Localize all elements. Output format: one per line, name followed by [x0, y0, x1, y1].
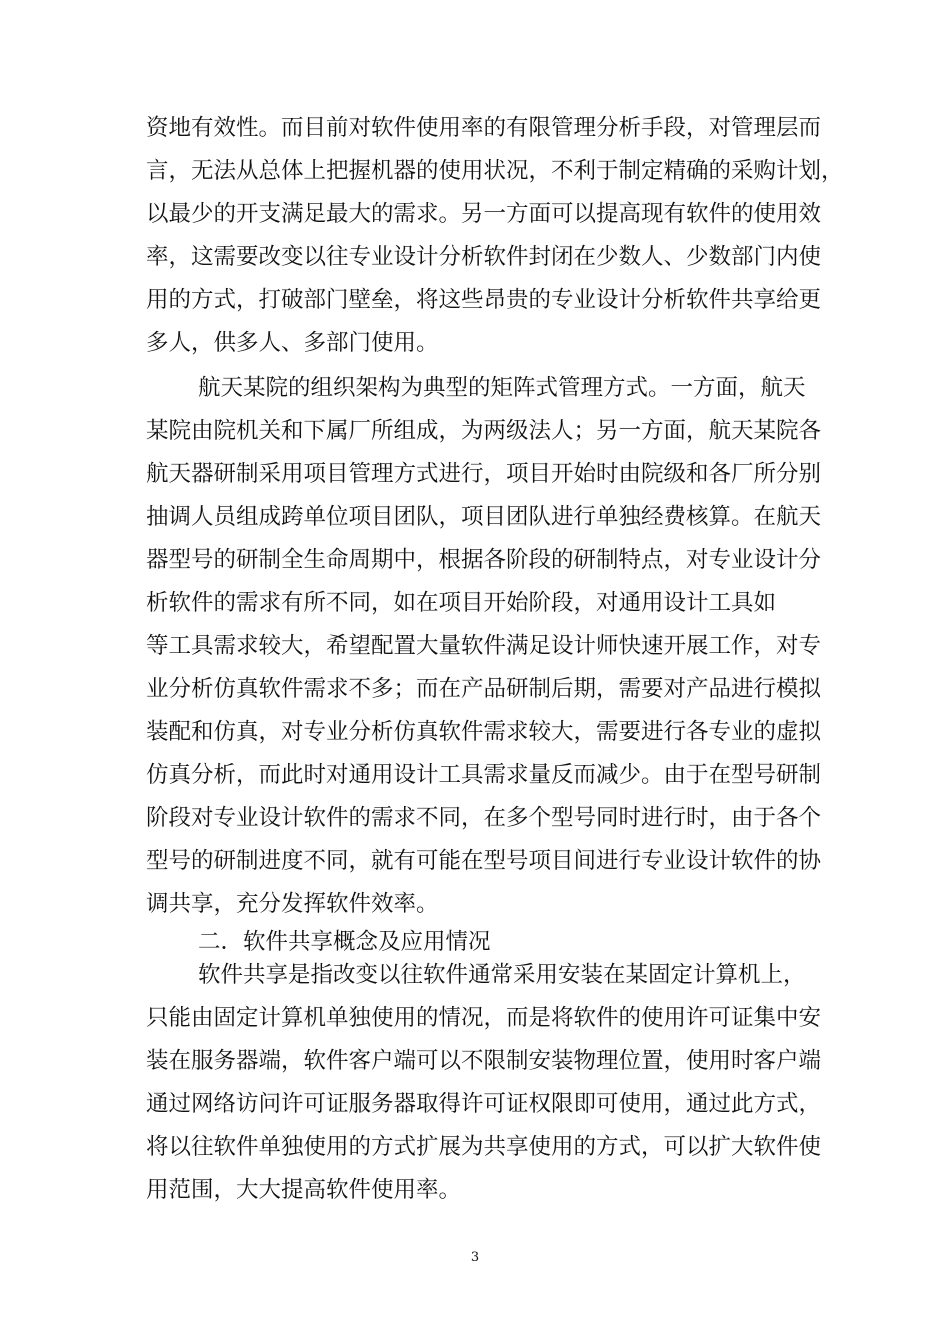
section-heading: 二．软件共享概念及应用情况 [198, 929, 491, 955]
paragraph-2-line: 器型号的研制全生命周期中，根据各阶段的研制特点，对专业设计分 [146, 547, 822, 573]
paragraph-2-line: 业分析仿真软件需求不多；而在产品研制后期，需要对产品进行模拟 [146, 676, 822, 702]
paragraph-2-line: 装配和仿真，对专业分析仿真软件需求较大，需要进行各专业的虚拟 [146, 719, 822, 745]
paragraph-2-line: 仿真分析，而此时对通用设计工具需求量反而减少。由于在型号研制 [146, 762, 822, 788]
paragraph-3-line: 用范围，大大提高软件使用率。 [146, 1177, 462, 1203]
paragraph-1-line: 言，无法从总体上把握机器的使用状况，不利于制定精确的采购计划， [146, 158, 844, 184]
paragraph-3-line: 只能由固定计算机单独使用的情况，而是将软件的使用许可证集中安 [146, 1005, 822, 1031]
paragraph-1-line: 用的方式，打破部门壁垒，将这些昂贵的专业设计分析软件共享给更 [146, 287, 822, 313]
paragraph-3-line: 通过网络访问许可证服务器取得许可证权限即可使用，通过此方式， [146, 1091, 822, 1117]
paragraph-3-line: 将以往软件单独使用的方式扩展为共享使用的方式，可以扩大软件使 [146, 1134, 822, 1160]
page-number: 3 [470, 1250, 480, 1265]
paragraph-2-line: 抽调人员组成跨单位项目团队，项目团队进行单独经费核算。在航天 [146, 504, 822, 530]
paragraph-2-line: 等工具需求较大，希望配置大量软件满足设计师快速开展工作，对专 [146, 633, 822, 659]
paragraph-1-line: 资地有效性。而目前对软件使用率的有限管理分析手段，对管理层而 [146, 115, 822, 141]
paragraph-2-line: 调共享，充分发挥软件效率。 [146, 891, 439, 917]
paragraph-1-line: 以最少的开支满足最大的需求。另一方面可以提高现有软件的使用效 [146, 201, 822, 227]
paragraph-2-line: 航天某院的组织架构为典型的矩阵式管理方式。一方面，航天 [198, 375, 806, 401]
paragraph-1-line: 多人，供多人、多部门使用。 [146, 330, 439, 356]
paragraph-2-line: 阶段对专业设计软件的需求不同，在多个型号同时进行时，由于各个 [146, 805, 822, 831]
paragraph-3-line: 装在服务器端，软件客户端可以不限制安装物理位置，使用时客户端 [146, 1048, 822, 1074]
paragraph-2-line: 型号的研制进度不同，就有可能在型号项目间进行专业设计软件的协 [146, 848, 822, 874]
paragraph-1-line: 率，这需要改变以往专业设计分析软件封闭在少数人、少数部门内使 [146, 244, 822, 270]
paragraph-2-line: 航天器研制采用项目管理方式进行，项目开始时由院级和各厂所分别 [146, 461, 822, 487]
paragraph-2-line: 析软件的需求有所不同，如在项目开始阶段，对通用设计工具如 [146, 590, 777, 616]
paragraph-3-line: 软件共享是指改变以往软件通常采用安装在某固定计算机上， [198, 962, 806, 988]
paragraph-2-line: 某院由院机关和下属厂所组成，为两级法人；另一方面，航天某院各 [146, 418, 822, 444]
